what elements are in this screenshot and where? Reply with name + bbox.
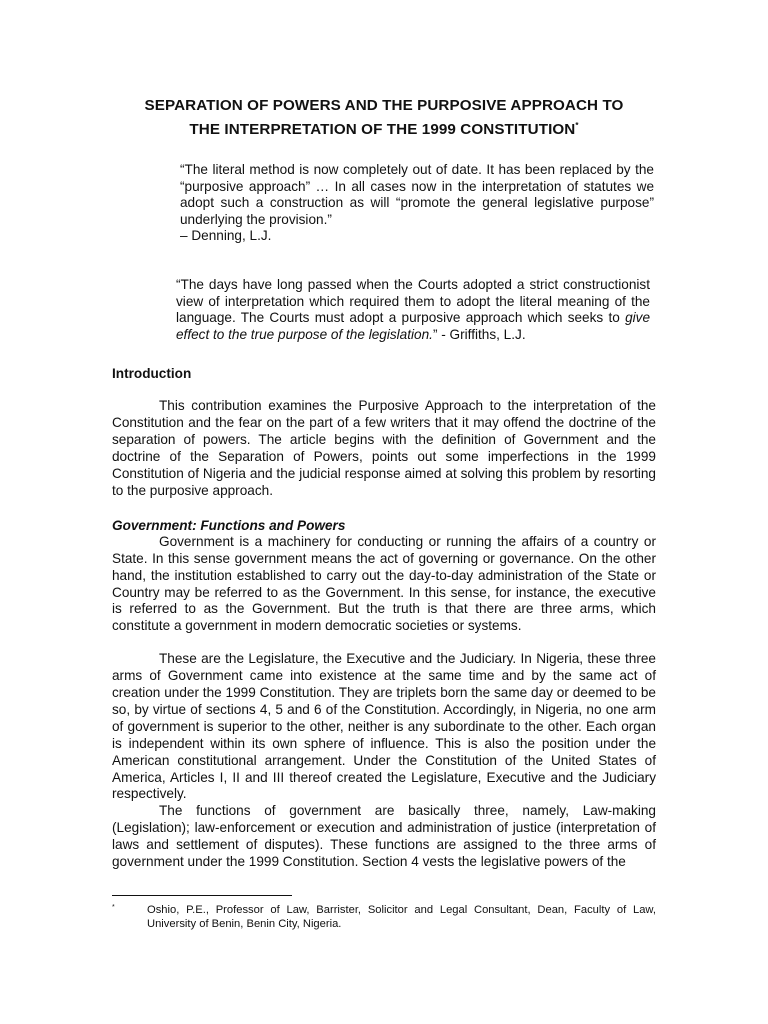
footnote (112, 904, 656, 931)
government-paragraph-2: These are the Legislature, the Executive and the Judiciary. In Nigeria, these three arms of Government came into existence at the same time and by the same act of creation under the 1999 Constitution. They are triplets born the same day or deemed to be so, by virtue of sections 4, 5 and 6 of the Constitution. Accordingly, in Nigeria, no one arm of government is superior to the other, neither is any subordinate to the other. Each organ is independent within its own sphere of influence. This is also the position under the American constitutional arrangement. Under the Constitution of the United States of America, Articles I, II and III thereof created the Legislature, Executive and the Judiciary respectively. (112, 651, 656, 802)
quote-text: “The days have long passed when the Courts adopted a strict constructionist view of interpretation which required them to adopt the literal meaning of the language. The Courts must adopt a purposive approach which seeks to (176, 276, 650, 326)
epigraph-quote-griffiths (176, 277, 650, 343)
title-line-2: THE INTERPRETATION OF THE 1999 CONSTITUTION (189, 121, 576, 138)
quote-attribution: – Denning, L.J. (180, 228, 272, 244)
footnote-marker: * (112, 904, 115, 911)
government-paragraph-1: Government is a machinery for conducting or running the affairs of a country or State. In this sense government means the act of governing or governance. On the other hand, the institution established to carry out the day-to-day administration of the State or Country may be referred to as the Government. In this sense, for instance, the executive is referred to as the Government. But the truth is that there are three arms, which constitute a government in modern democratic societies or systems. (112, 533, 656, 634)
footnote-divider (112, 895, 292, 896)
footnote-text: Oshio, P.E., Professor of Law, Barrister, Solicitor and Legal Consultant, Dean, Faculty of Law, University of Benin, Benin City, Nigeria. (147, 904, 656, 930)
introduction-paragraph: This contribution examines the Purposive Approach to the interpretation of the Constitution and the fear on the part of a few writers that it may offend the doctrine of the separation of powers. The article begins with the definition of Government and the doctrine of the Separation of Powers, points out some imperfections in the 1999 Constitution of Nigeria and the judicial response aimed at solving this problem by resorting to the purposive approach. (112, 398, 656, 498)
paper-title (112, 94, 656, 142)
quote-emphasis: give effect to the true purpose of the legislation. (176, 310, 650, 342)
title-footnote-marker: * (575, 120, 579, 130)
section-heading-introduction: Introduction (112, 366, 192, 382)
quote-text: “The literal method is now completely out of date. It has been replaced by the “purposive approach” … In all cases now in the interpretation of statutes we adopt such a construction as will “promote the general legislative purpose” underlying the provision.” (180, 162, 654, 227)
title-line-1: SEPARATION OF POWERS AND THE PURPOSIVE APPROACH TO (144, 97, 624, 114)
quote-attribution: ” - Griffiths, L.J. (432, 326, 526, 342)
government-paragraph-3: The functions of government are basically three, namely, Law-making (Legislation); law-enforcement or execution and administration of justice (interpretation of laws and settlement of disputes). These functions are assigned to the three arms of government under the 1999 Constitution. Section 4 vests the legislative powers of the (112, 803, 656, 870)
section-heading-government: Government: Functions and Powers (112, 517, 346, 533)
epigraph-quote-denning (180, 162, 654, 245)
